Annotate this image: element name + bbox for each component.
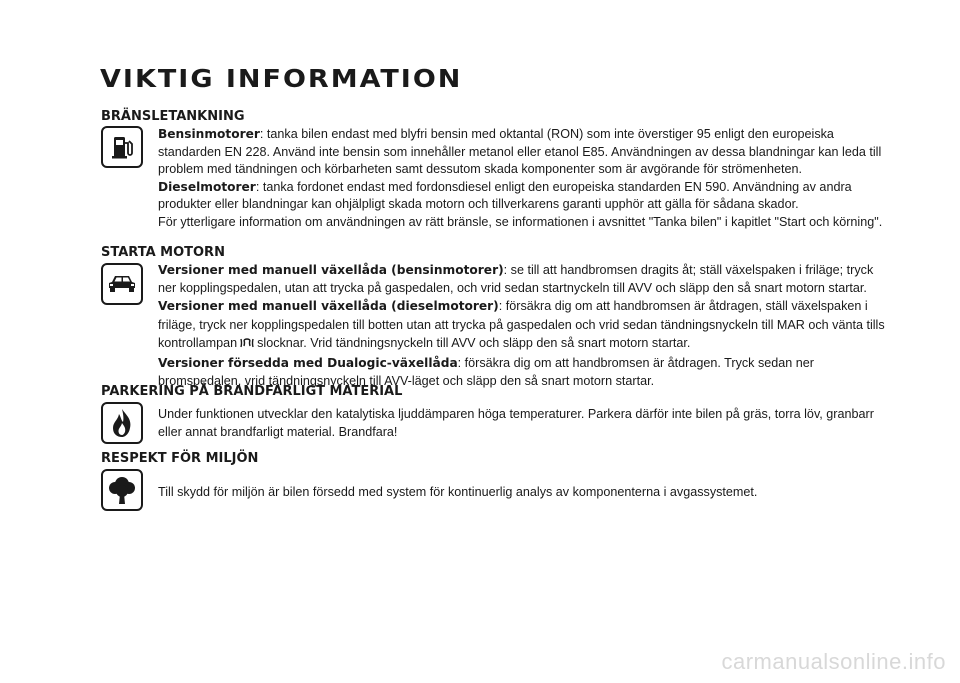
start-manual-diesel-text-a: : försäkra dig om att handbromsen är åtdragen, ställ växelspaken i friläge, tryck ner kopplingspedalen till botten utan att trycka på gaspedalen och vrid sedan tändningsnyckeln till MAR och vänta tills kontrollampan [158,299,885,351]
fuel-petrol-paragraph [158,126,888,179]
environment-text: Till skydd för miljön är bilen försedd med system för kontinuerlig analys av komponenterna i avgassystemet. [158,485,758,499]
environment-section-body [158,484,888,502]
parking-text: Under funktionen utvecklar den katalytiska ljuddämparen höga temperaturer. Parkera därför inte bilen på gräs, torra löv, granbarr eller annat brandfarligt material. Brandfara! [158,407,874,439]
fuel-more-info-paragraph: För ytterligare information om användningen av rätt bränsle, se informationen i avsnittet "Tanka bilen" i kapitlet "Start och körning". [158,214,883,229]
fire-icon [101,402,143,444]
parking-section-body [158,406,888,441]
start-section-body [158,262,888,390]
page-title: VIKTIG INFORMATION [100,65,463,94]
section-heading-parking: PARKERING PÅ BRANDFARLIGT MATERIAL [101,384,403,399]
start-dualogic-text: : försäkra dig om att handbromsen är åtdragen. Tryck sedan ner bromspedalen, vrid tändningsnyckeln till AVV-läget och släpp den så snart motorn startar. [158,355,814,388]
start-manual-petrol-paragraph [158,262,888,297]
fuel-pump-icon [101,126,143,168]
start-manual-petrol-text: : se till att handbromsen dragits åt; ställ växelspaken i friläge; tryck ner kopplingspedalen, utan att trycka på gaspedalen, och vrid sedan startnyckeln till AVV och släpp den så snart motorn startar. [158,263,874,295]
section-heading-environment: RESPEKT FÖR MILJÖN [101,451,259,466]
start-manual-petrol-label: Versioner med manuell växellåda (bensinmotorer) [158,263,504,277]
car-icon [101,263,143,305]
tree-icon [101,469,143,511]
section-heading-fuel: BRÄNSLETANKNING [101,109,245,124]
fuel-petrol-label: Bensinmotorer [158,127,260,141]
section-heading-start: STARTA MOTORN [101,245,225,260]
watermark: carmanualsonline.info [721,649,946,674]
start-manual-diesel-text-b: slocknar. Vrid tändningsnyckeln till AVV och släpp den så snart motorn startar. [257,336,691,351]
fuel-diesel-text: : tanka fordonet endast med fordonsdiesel enligt den europeiska standarden EN 590. Användning av andra produkter eller blandningar kan ohjälpligt skada motorn och tillverkarens garanti upphör att gälla för sådana skador. [158,179,852,212]
start-manual-diesel-paragraph [158,297,888,355]
fuel-diesel-paragraph [158,179,888,214]
fuel-petrol-text: : tanka bilen endast med blyfri bensin med oktantal (RON) som inte överstiger 95 enligt den europeiska standarden EN 228. Använd inte bensin som innehåller metanol eller etanol E85. Användningen av dessa blandningar kan leda till problem med tändningen och körbarheten samt dessutom skada komponenter som är avgörande för strömenheten. [158,127,882,177]
fuel-section-body [158,126,888,232]
fuel-diesel-label: Dieselmotorer [158,179,256,194]
start-dualogic-label: Versioner försedda med Dualogic-växellåda [158,355,458,370]
glow-plug-icon [239,336,255,355]
start-manual-diesel-label: Versioner med manuell växellåda (dieselmotorer) [158,299,499,314]
